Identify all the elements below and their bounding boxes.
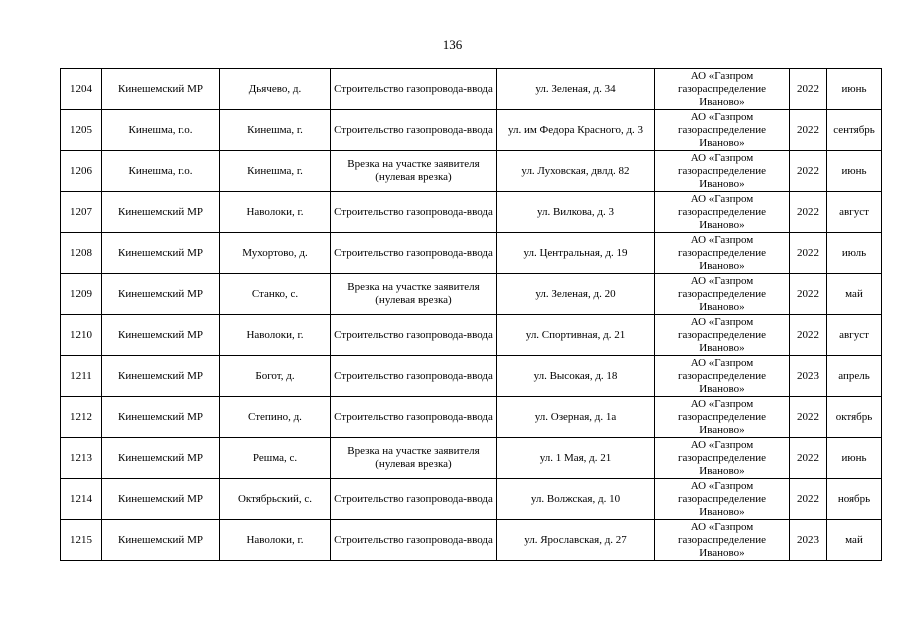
cell-month: ноябрь — [827, 479, 882, 520]
cell-year: 2022 — [790, 233, 827, 274]
cell-district: Кинешемский МР — [102, 520, 220, 561]
cell-address: ул. Вилкова, д. 3 — [497, 192, 655, 233]
table-row — [61, 151, 882, 192]
cell-year: 2022 — [790, 151, 827, 192]
table-row — [61, 69, 882, 110]
cell-settlement: Богот, д. — [220, 356, 331, 397]
cell-district: Кинешемский МР — [102, 315, 220, 356]
cell-organization: АО «Газпром газораспределение Иваново» — [655, 356, 790, 397]
cell-address: ул. Центральная, д. 19 — [497, 233, 655, 274]
cell-organization: АО «Газпром газораспределение Иваново» — [655, 479, 790, 520]
cell-work-type: Строительство газопровода-ввода — [331, 233, 497, 274]
cell-organization: АО «Газпром газораспределение Иваново» — [655, 520, 790, 561]
cell-work-type: Врезка на участке заявителя (нулевая врезка) — [331, 274, 497, 315]
cell-address: ул. Высокая, д. 18 — [497, 356, 655, 397]
table-row — [61, 110, 882, 151]
table-row — [61, 479, 882, 520]
cell-district: Кинешемский МР — [102, 438, 220, 479]
cell-year: 2022 — [790, 438, 827, 479]
cell-district: Кинешемский МР — [102, 274, 220, 315]
cell-address: ул. Озерная, д. 1а — [497, 397, 655, 438]
cell-district: Кинешма, г.о. — [102, 151, 220, 192]
cell-settlement: Кинешма, г. — [220, 110, 331, 151]
cell-settlement: Кинешма, г. — [220, 151, 331, 192]
cell-year: 2022 — [790, 274, 827, 315]
cell-organization: АО «Газпром газораспределение Иваново» — [655, 397, 790, 438]
cell-number: 1213 — [61, 438, 102, 479]
cell-address: ул. Волжская, д. 10 — [497, 479, 655, 520]
cell-work-type: Врезка на участке заявителя (нулевая врезка) — [331, 438, 497, 479]
table-row — [61, 315, 882, 356]
cell-work-type: Строительство газопровода-ввода — [331, 110, 497, 151]
cell-address: ул. 1 Мая, д. 21 — [497, 438, 655, 479]
cell-number: 1205 — [61, 110, 102, 151]
cell-month: июль — [827, 233, 882, 274]
cell-work-type: Врезка на участке заявителя (нулевая врезка) — [331, 151, 497, 192]
cell-year: 2022 — [790, 315, 827, 356]
cell-year: 2023 — [790, 520, 827, 561]
cell-month: июнь — [827, 438, 882, 479]
table-row — [61, 233, 882, 274]
cell-organization: АО «Газпром газораспределение Иваново» — [655, 233, 790, 274]
cell-settlement: Октябрьский, с. — [220, 479, 331, 520]
cell-month: сентябрь — [827, 110, 882, 151]
cell-address: ул. Спортивная, д. 21 — [497, 315, 655, 356]
cell-organization: АО «Газпром газораспределение Иваново» — [655, 151, 790, 192]
cell-number: 1215 — [61, 520, 102, 561]
cell-district: Кинешемский МР — [102, 233, 220, 274]
cell-month: май — [827, 520, 882, 561]
cell-number: 1214 — [61, 479, 102, 520]
cell-address: ул. Зеленая, д. 34 — [497, 69, 655, 110]
cell-district: Кинешемский МР — [102, 479, 220, 520]
cell-month: апрель — [827, 356, 882, 397]
gasification-table — [60, 68, 882, 561]
cell-year: 2022 — [790, 397, 827, 438]
cell-number: 1209 — [61, 274, 102, 315]
cell-work-type: Строительство газопровода-ввода — [331, 397, 497, 438]
cell-district: Кинешемский МР — [102, 192, 220, 233]
page-number: 136 — [442, 37, 463, 52]
cell-organization: АО «Газпром газораспределение Иваново» — [655, 274, 790, 315]
cell-number: 1211 — [61, 356, 102, 397]
cell-settlement: Мухортово, д. — [220, 233, 331, 274]
cell-organization: АО «Газпром газораспределение Иваново» — [655, 110, 790, 151]
table-row — [61, 274, 882, 315]
cell-settlement: Решма, с. — [220, 438, 331, 479]
cell-number: 1206 — [61, 151, 102, 192]
cell-work-type: Строительство газопровода-ввода — [331, 356, 497, 397]
cell-month: август — [827, 192, 882, 233]
cell-address: ул. Ярославская, д. 27 — [497, 520, 655, 561]
cell-work-type: Строительство газопровода-ввода — [331, 520, 497, 561]
cell-number: 1207 — [61, 192, 102, 233]
cell-settlement: Дьячево, д. — [220, 69, 331, 110]
cell-number: 1208 — [61, 233, 102, 274]
cell-settlement: Наволоки, г. — [220, 192, 331, 233]
table-body — [61, 69, 882, 561]
cell-organization: АО «Газпром газораспределение Иваново» — [655, 69, 790, 110]
cell-month: август — [827, 315, 882, 356]
cell-address: ул. им Федора Красного, д. 3 — [497, 110, 655, 151]
cell-work-type: Строительство газопровода-ввода — [331, 69, 497, 110]
cell-organization: АО «Газпром газораспределение Иваново» — [655, 438, 790, 479]
cell-work-type: Строительство газопровода-ввода — [331, 192, 497, 233]
cell-number: 1212 — [61, 397, 102, 438]
cell-work-type: Строительство газопровода-ввода — [331, 479, 497, 520]
cell-settlement: Наволоки, г. — [220, 315, 331, 356]
cell-year: 2023 — [790, 356, 827, 397]
cell-month: июнь — [827, 69, 882, 110]
cell-settlement: Степино, д. — [220, 397, 331, 438]
cell-district: Кинешемский МР — [102, 69, 220, 110]
cell-organization: АО «Газпром газораспределение Иваново» — [655, 315, 790, 356]
cell-month: октябрь — [827, 397, 882, 438]
cell-district: Кинешемский МР — [102, 356, 220, 397]
cell-year: 2022 — [790, 110, 827, 151]
table-row — [61, 438, 882, 479]
cell-month: май — [827, 274, 882, 315]
cell-district: Кинешма, г.о. — [102, 110, 220, 151]
cell-organization: АО «Газпром газораспределение Иваново» — [655, 192, 790, 233]
table-row — [61, 192, 882, 233]
cell-year: 2022 — [790, 192, 827, 233]
cell-settlement: Станко, с. — [220, 274, 331, 315]
cell-work-type: Строительство газопровода-ввода — [331, 315, 497, 356]
cell-year: 2022 — [790, 479, 827, 520]
cell-number: 1210 — [61, 315, 102, 356]
cell-settlement: Наволоки, г. — [220, 520, 331, 561]
cell-month: июнь — [827, 151, 882, 192]
cell-district: Кинешемский МР — [102, 397, 220, 438]
cell-number: 1204 — [61, 69, 102, 110]
cell-address: ул. Зеленая, д. 20 — [497, 274, 655, 315]
table-row — [61, 520, 882, 561]
cell-year: 2022 — [790, 69, 827, 110]
cell-address: ул. Луховская, двлд. 82 — [497, 151, 655, 192]
table-row — [61, 397, 882, 438]
table-row — [61, 356, 882, 397]
